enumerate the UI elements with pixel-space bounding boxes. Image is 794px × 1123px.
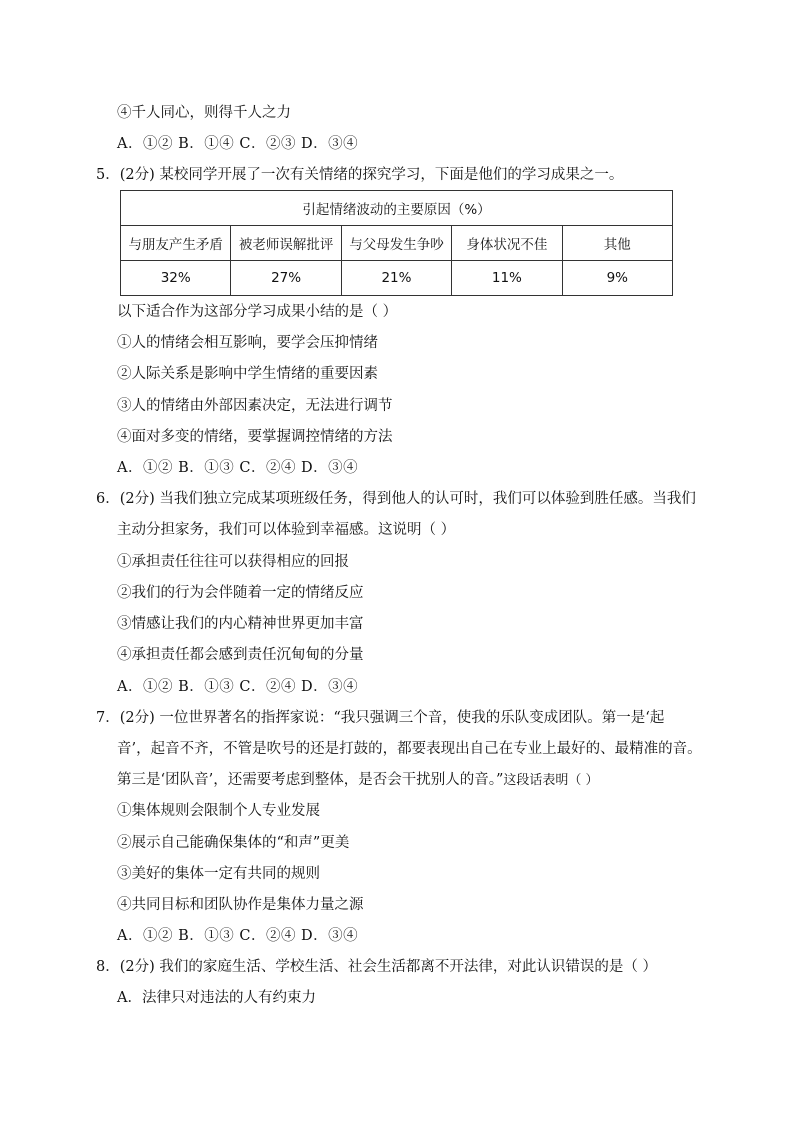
q7-stem-line-1: 7．(2分) 一位世界著名的指挥家说：“我只强调三个音，使我的乐队变成团队。第一是‘起 [96, 710, 665, 726]
q5-stem: 5．(2分) 某校同学开展了一次有关情绪的探究学习，下面是他们的学习成果之一。 [96, 167, 624, 183]
table-header-cell: 与朋友产生矛盾 [121, 226, 231, 261]
q7-item-4: ④共同目标和团队协作是集体力量之源 [117, 897, 364, 913]
q7-stem-line-3 [117, 770, 599, 791]
q5-item-4: ④面对多变的情绪，要掌握调控情绪的方法 [117, 429, 393, 445]
q5-item-1: ①人的情绪会相互影响，要学会压抑情绪 [117, 335, 378, 351]
table-value-cell: 11% [452, 261, 562, 296]
q7-stem-quote-end: 第三是‘团队音’，还需要考虑到整体，是否会干扰别人的音。” [117, 772, 504, 788]
q5-item-3: ③人的情绪由外部因素决定，无法进行调节 [117, 398, 393, 414]
q6-options: A．①② B．①③ C．②④ D．③④ [117, 679, 359, 695]
q7-options: A．①② B．①③ C．②④ D．③④ [117, 928, 359, 944]
table-title: 引起情绪波动的主要原因（%） [121, 191, 673, 226]
table-header-cell: 身体状况不佳 [452, 226, 562, 261]
table-header-cell: 与父母发生争吵 [341, 226, 451, 261]
q4-item-4: ④千人同心，则得千人之力 [117, 105, 291, 121]
q8-stem: 8．(2分) 我们的家庭生活、学校生活、社会生活都离不开法律，对此认识错误的是（ ） [96, 959, 657, 975]
q5-prompt: 以下适合作为这部分学习成果小结的是（ ） [117, 304, 398, 320]
q6-item-4: ④承担责任都会感到责任沉甸甸的分量 [117, 647, 364, 663]
q7-stem-line-2: 音’，起音不齐，不管是吹号的还是打鼓的，都要表现出自己在专业上最好的、最精准的音。 [117, 741, 702, 757]
table-value-cell: 32% [121, 261, 231, 296]
q8-option-a: A．法律只对违法的人有约束力 [117, 990, 316, 1006]
table-header-row [121, 226, 673, 261]
table-header-cell: 被老师误解批评 [231, 226, 341, 261]
table-value-cell: 27% [231, 261, 341, 296]
q5-options: A．①② B．①③ C．②④ D．③④ [117, 460, 359, 476]
q6-item-3: ③情感让我们的内心精神世界更加丰富 [117, 616, 364, 632]
table-value-cell: 21% [341, 261, 451, 296]
q6-stem-line-2: 主动分担家务，我们可以体验到幸福感。这说明（ ） [117, 522, 456, 538]
q7-item-2: ②展示自己能确保集体的“和声”更美 [117, 835, 350, 851]
q5-item-2: ②人际关系是影响中学生情绪的重要因素 [117, 366, 378, 382]
q7-stem-question: 这段话表明（ ） [503, 773, 599, 788]
table-header-cell: 其他 [562, 226, 672, 261]
q7-item-1: ①集体规则会限制个人专业发展 [117, 803, 320, 819]
table-value-cell: 9% [562, 261, 672, 296]
q6-item-2: ②我们的行为会伴随着一定的情绪反应 [117, 585, 364, 601]
q4-options: A．①② B．①④ C．②③ D．③④ [117, 136, 359, 152]
q6-item-1: ①承担责任往往可以获得相应的回报 [117, 554, 349, 570]
emotion-causes-table [120, 190, 673, 296]
table-value-row [121, 261, 673, 296]
q6-stem-line-1: 6．(2分) 当我们独立完成某项班级任务，得到他人的认可时，我们可以体验到胜任感。当我们 [96, 491, 696, 507]
q7-item-3: ③美好的集体一定有共同的规则 [117, 866, 320, 882]
